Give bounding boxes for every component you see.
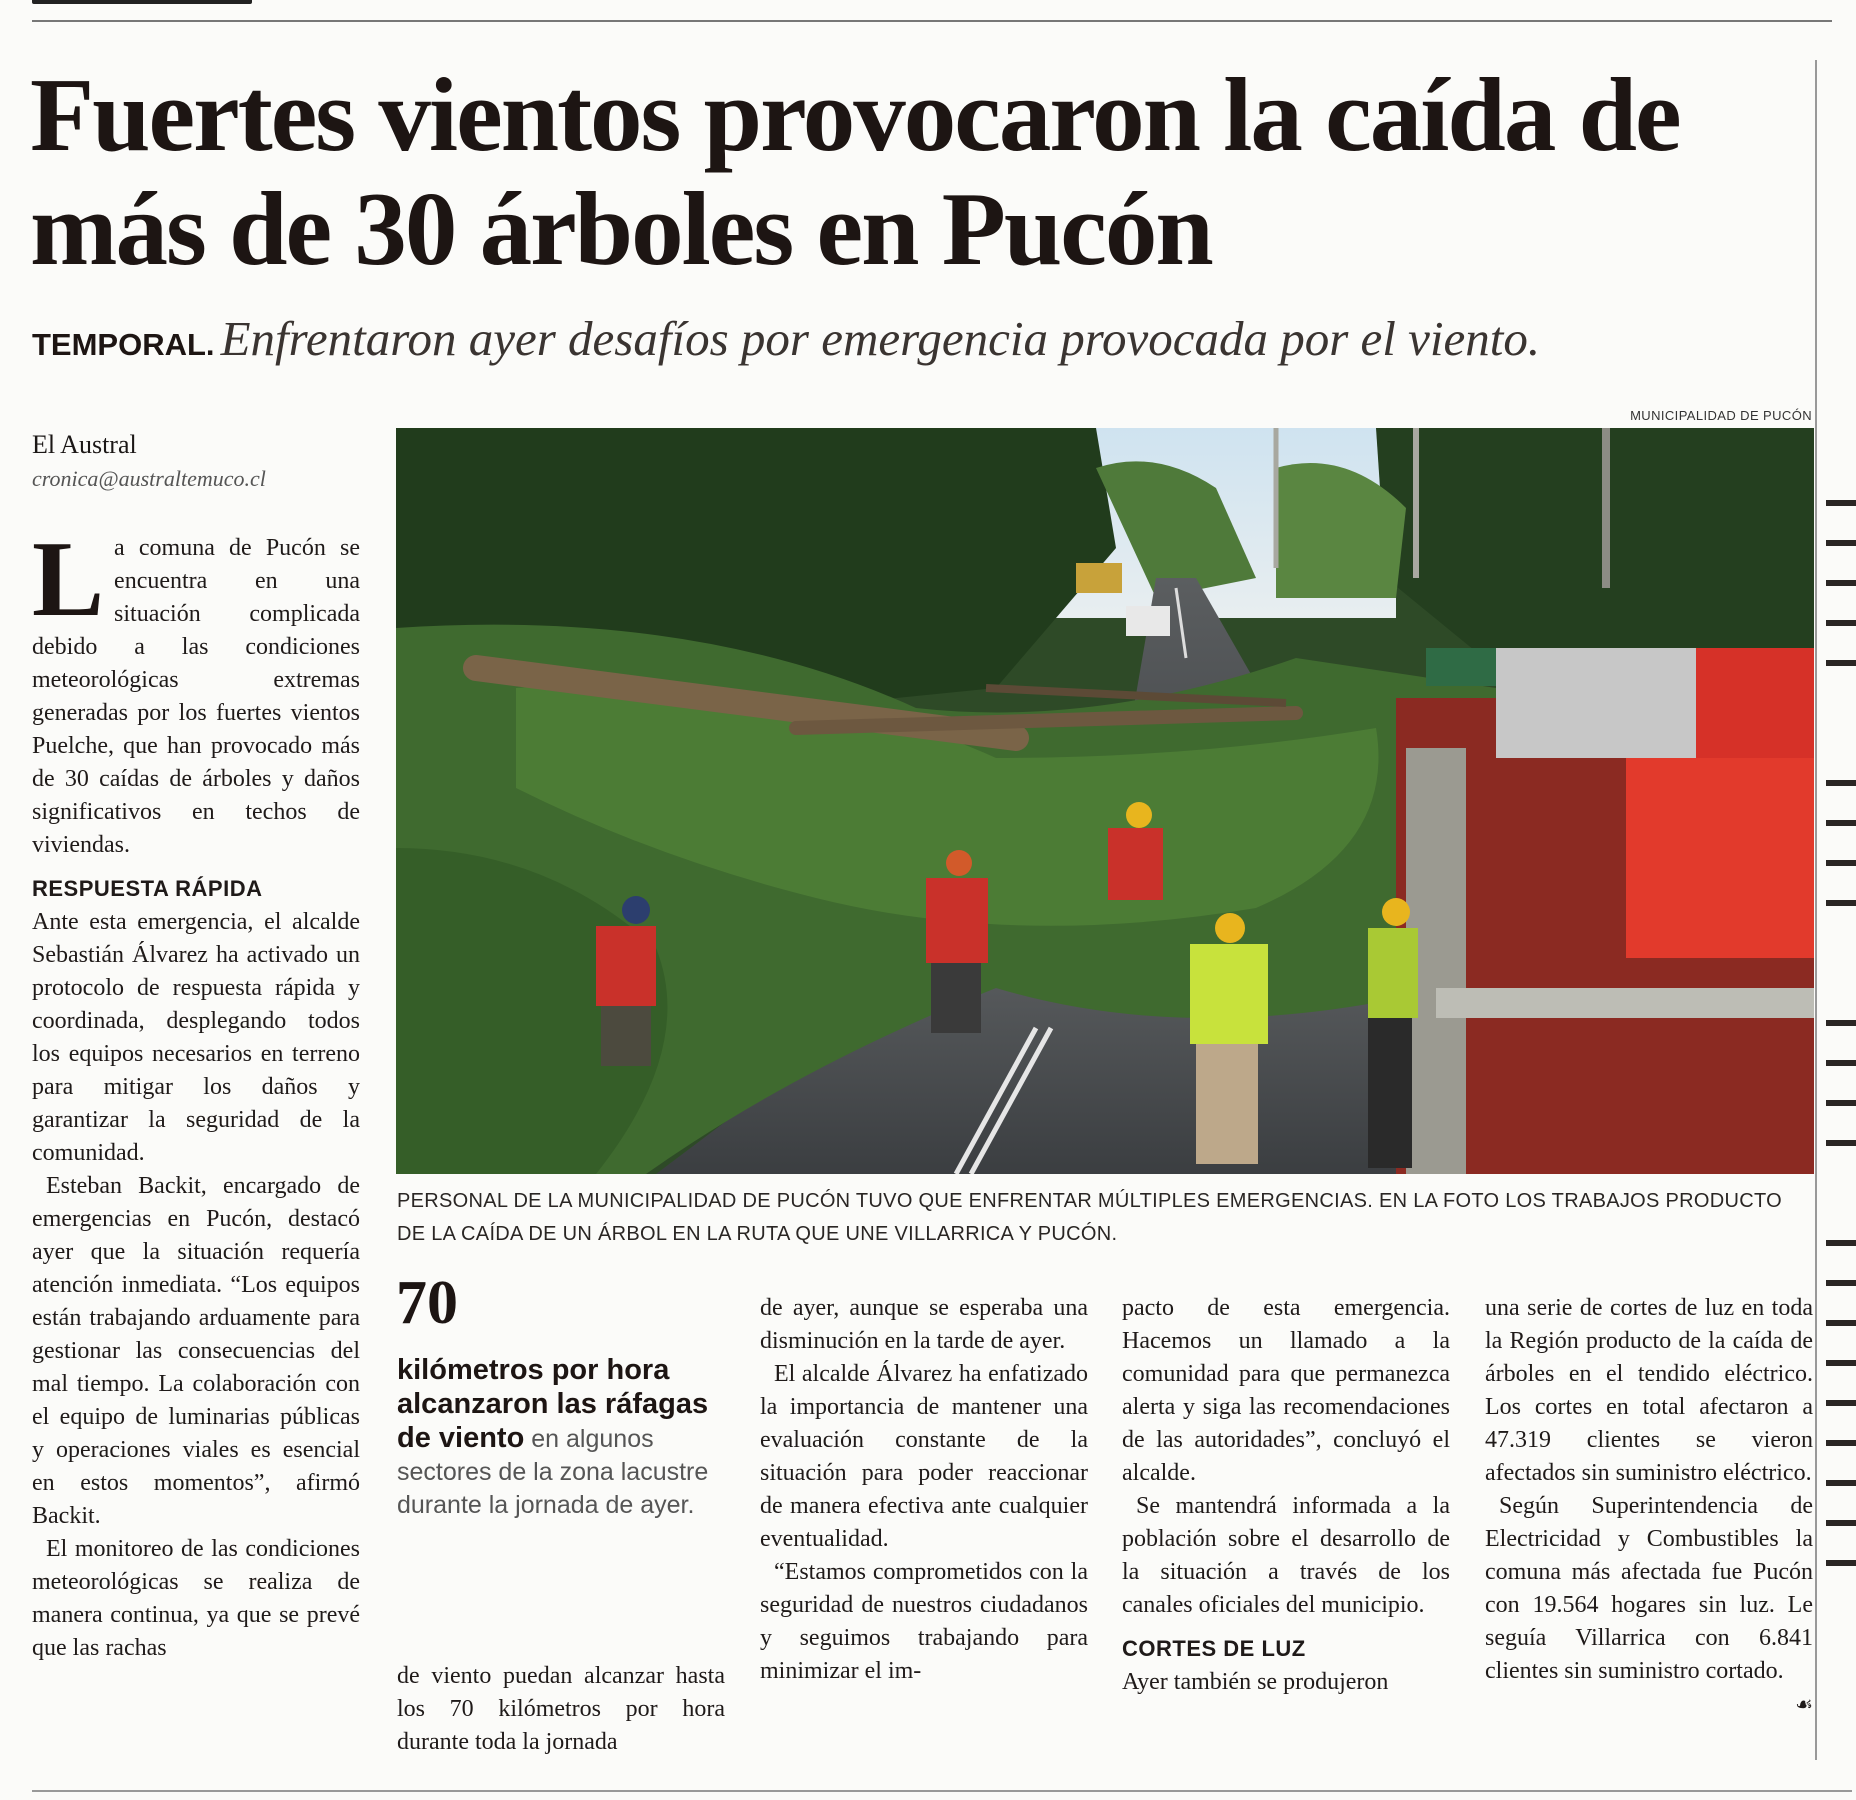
fragment-line [1826, 1400, 1856, 1406]
drop-cap: L [32, 520, 105, 639]
fragment-line [1826, 1280, 1856, 1286]
article-column-5 [1485, 1292, 1813, 1721]
subhead [32, 310, 1812, 367]
fragment-line [1826, 860, 1856, 866]
fragment-line [1826, 1480, 1856, 1486]
bottom-rule [32, 1790, 1852, 1792]
body-paragraph: Ayer también se produjeron [1122, 1669, 1389, 1695]
body-paragraph: “Estamos comprometidos con la seguridad de nuestros ciudadanos y seguimos trabajando para minimizar el im- [760, 1559, 1088, 1684]
fact-rest: en algunos sectores de la zona lacustre durante la jornada de ayer. [397, 1425, 709, 1519]
article-column-4 [1122, 1292, 1450, 1699]
body-paragraph: una serie de cortes de luz en toda la Región producto de la caída de árboles en el tendido eléctrico. Los cortes en total afectaron a 47.319 clientes se vieron afectados sin suministro eléctrico. [1485, 1295, 1813, 1486]
article-column-1 [32, 520, 360, 1665]
headline: Fuertes vientos provocaron la caída de más de 30 árboles en Pucón [30, 56, 1680, 287]
photo-credit: MUNICIPALIDAD DE PUCÓN [1630, 408, 1812, 423]
body-paragraph: El monitoreo de las condiciones meteorológicas se realiza de manera continua, ya que se prevé que las rachas [32, 1536, 360, 1661]
news-photo [396, 428, 1814, 1174]
body-paragraph: El alcalde Álvarez ha enfatizado la importancia de mantener una evaluación constante de la situación para poder reaccionar de manera efectiva ante cualquier eventualidad. [760, 1361, 1088, 1552]
fragment-line [1826, 1320, 1856, 1326]
fragment-line [1826, 620, 1856, 626]
fragment-line [1826, 1100, 1856, 1106]
lead-text: a comuna de Pucón se encuentra en una situación complicada debido a las condiciones meteorológicas extremas generadas por los fuertes vientos Puelche, que han provocado más de 30 caídas de árboles y daños significativos en techos de viviendas. [32, 535, 360, 858]
article-column-2 [397, 1660, 725, 1759]
body-paragraph: Se mantendrá informada a la población sobre el desarrollo de la situación a través de los canales oficiales del municipio. [1122, 1493, 1450, 1618]
fragment-line [1826, 580, 1856, 586]
fragment-line [1826, 1240, 1856, 1246]
byline-email: cronica@australtemuco.cl [32, 466, 266, 491]
fact-number: 70 [396, 1269, 458, 1337]
fragment-line [1826, 540, 1856, 546]
fact-bold: kilómetros por hora alcanzaron las ráfagas de viento [397, 1354, 709, 1454]
subhead-kicker: TEMPORAL. [32, 327, 215, 362]
byline-author: El Austral [32, 430, 137, 459]
top-section-label-fragment [32, 0, 252, 4]
adjacent-article-fragment [1822, 340, 1856, 1800]
body-paragraph [1485, 1490, 1813, 1716]
section-heading-cortes: CORTES DE LUZ [1122, 1636, 1306, 1661]
lead-paragraph [32, 520, 360, 862]
body-paragraph: pacto de esta emergencia. Hacemos un llamado a la comunidad para que permanezca alerta y siga las recomendaciones de las autoridades”, concluyó el alcalde. [1122, 1295, 1450, 1486]
fragment-line [1826, 500, 1856, 506]
article-column-3 [760, 1292, 1088, 1688]
photo-caption: PERSONAL DE LA MUNICIPALIDAD DE PUCÓN TUVO QUE ENFRENTAR MÚLTIPLES EMERGENCIAS. EN LA FOTO LOS TRABAJOS PRODUCTO DE LA CAÍDA DE UN ÁRBOL EN LA RUTA QUE UNE VILLARRICA Y PUCÓN. [397, 1190, 1782, 1245]
fragment-line [1826, 900, 1856, 906]
fragment-line [1826, 820, 1856, 826]
fragment-line [1826, 1140, 1856, 1146]
photo-illustration [396, 428, 1814, 1174]
fragment-line [1826, 1020, 1856, 1026]
end-of-article-icon: ☙ [1795, 1692, 1813, 1716]
fragment-line [1826, 1560, 1856, 1566]
body-paragraph: de ayer, aunque se esperaba una disminución en la tarde de ayer. [760, 1295, 1088, 1354]
fragment-line [1826, 780, 1856, 786]
top-rule [32, 20, 1832, 22]
section-heading-respuesta: RESPUESTA RÁPIDA [32, 876, 263, 901]
body-paragraph: Ante esta emergencia, el alcalde Sebastián Álvarez ha activado un protocolo de respuesta rápida y coordinada, desplegando todos los equipos necesarios en terreno para mitigar los daños y garantizar la seguridad de la comunidad. [32, 909, 360, 1166]
final-text: Según Superintendencia de Electricidad y Combustibles la comuna más afectada fue Pucón con 19.564 hogares sin luz. Le seguía Villarrica con 6.841 clientes sin suministro cortado. [1485, 1493, 1813, 1684]
fragment-line [1826, 1520, 1856, 1526]
fact-text [397, 1354, 717, 1522]
body-paragraph: de viento puedan alcanzar hasta los 70 kilómetros por hora durante toda la jornada [397, 1663, 725, 1755]
column-divider-rule [1815, 60, 1817, 1760]
fragment-line [1826, 1360, 1856, 1366]
fragment-line [1826, 1440, 1856, 1446]
fragment-line [1826, 1060, 1856, 1066]
subhead-deck: Enfrentaron ayer desafíos por emergencia provocada por el viento. [220, 311, 1541, 366]
body-paragraph: Esteban Backit, encargado de emergencias en Pucón, destacó ayer que la situación requería atención inmediata. “Los equipos están trabajando arduamente para gestionar las consecuencias del mal tiempo. La colaboración con el equipo de luminarias públicas y operaciones viales es esencial en estos momentos”, afirmó Backit. [32, 1173, 360, 1529]
fragment-line [1826, 660, 1856, 666]
